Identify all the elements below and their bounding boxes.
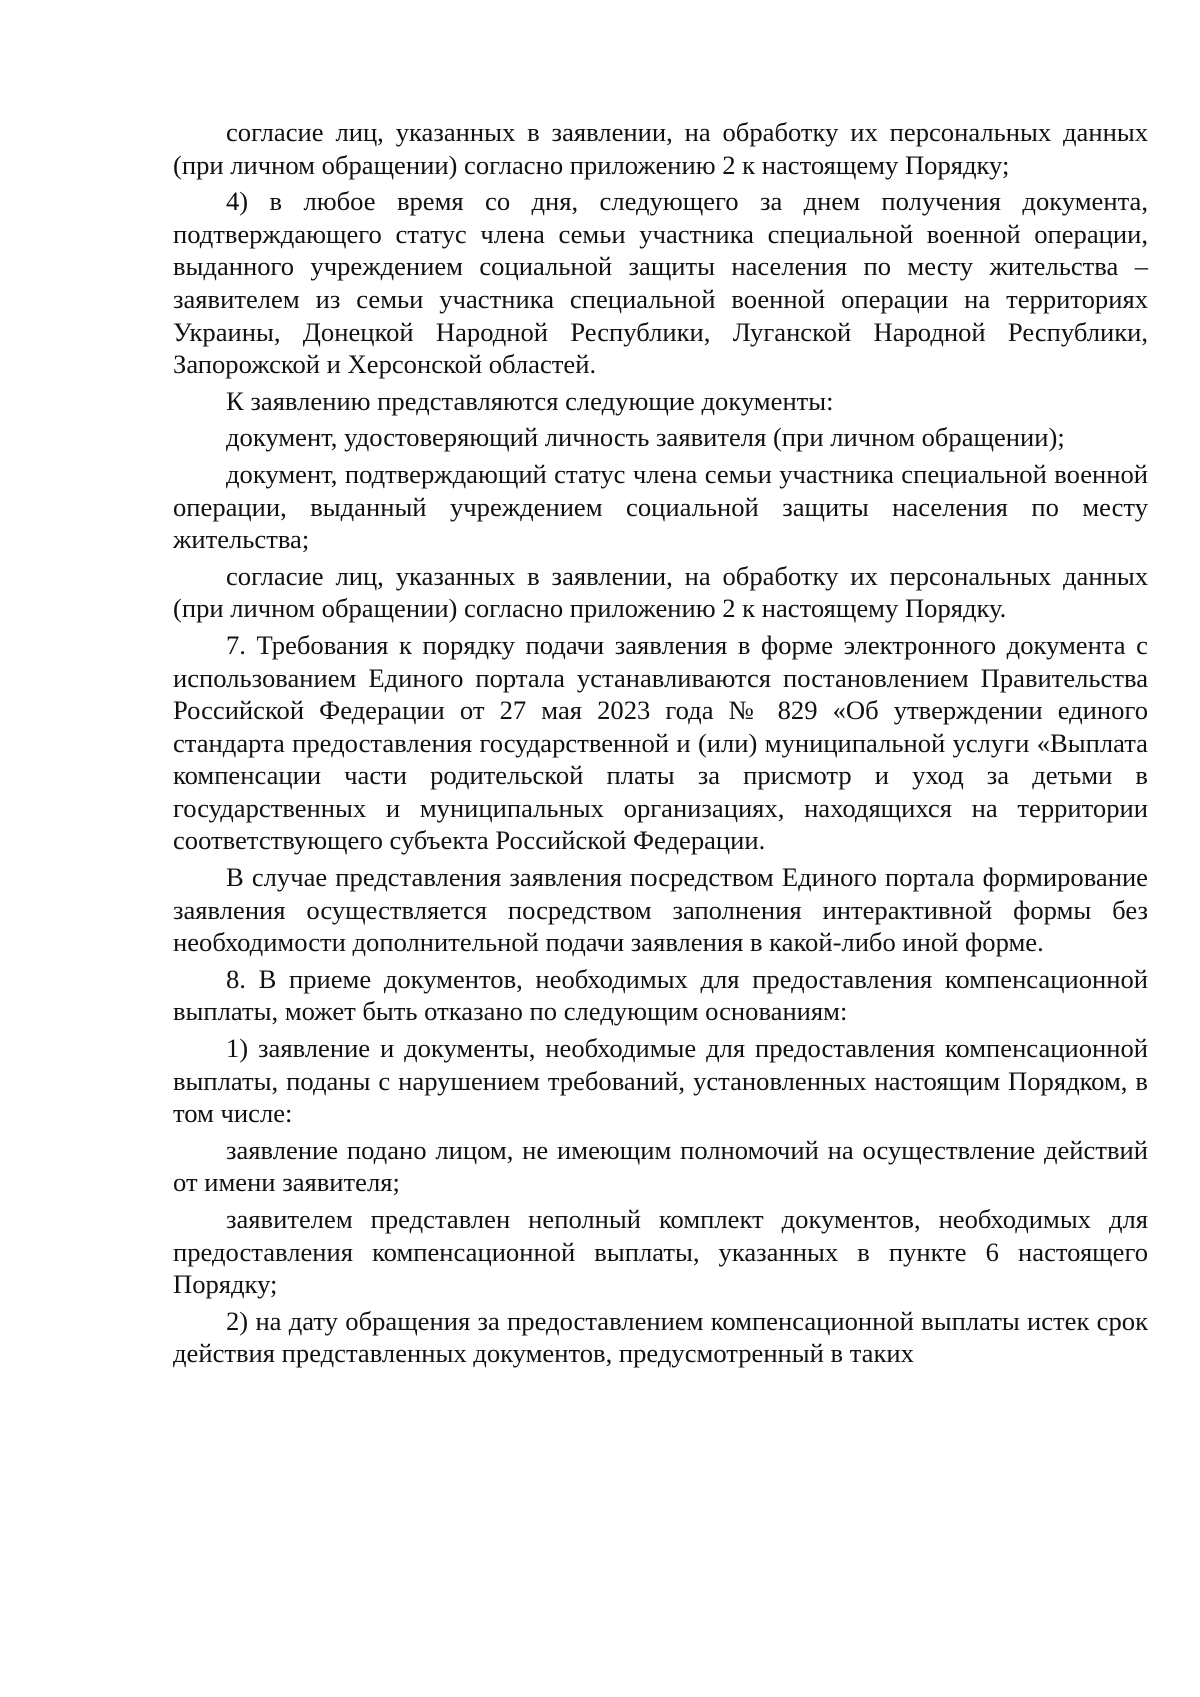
document-body [173,116,1148,1374]
paragraph-section-8: 8. В приеме документов, необходимых для предоставления компенсационной выплаты, может быть отказано по следующим основаниям: [173,963,1148,1027]
paragraph-section-7: 7. Требования к порядку подачи заявления в форме электронного документа с использованием Единого портала устанавливаются постановлением Правительства Российской Федерации от 27 мая 2023 года № 829 «Об утверждении единого стандарта предоставления государственной и (или) муниципальной услуги «Выплата компенсации части родительской платы за присмотр и уход за детьми в государственных и муниципальных организациях, находящихся на территории соответствующего субъекта Российской Федерации. [173,629,1148,856]
paragraph-item-4: 4) в любое время со дня, следующего за днем получения документа, подтверждающего статус члена семьи участника специальной военной операции, выданного учреждением социальной защиты населения по месту жительства – заявителем из семьи участника специальной военной операции на территориях Украины, Донецкой Народной Республики, Луганской Народной Республики, Запорожской и Херсонской областей. [173,186,1148,380]
paragraph-incomplete-set: заявителем представлен неполный комплект документов, необходимых для предоставления компенсационной выплаты, указанных в пункте 6 настоящего Порядку; [173,1204,1148,1300]
paragraph-consent-1: согласие лиц, указанных в заявлении, на обработку их персональных данных (при личном обращении) согласно приложению 2 к настоящему Порядку; [173,117,1148,180]
paragraph-portal-form: В случае представления заявления посредством Единого портала формирование заявления осуществляется посредством заполнения интерактивной формы без необходимости дополнительной подачи заявления в какой-либо иной форме. [173,862,1148,958]
paragraph-documents-intro: К заявлению представляются следующие документы: [226,385,834,416]
paragraph-refusal-2: 2) на дату обращения за предоставлением компенсационной выплаты истек срок действия представленных документов, предусмотренный в таких [173,1305,1148,1369]
paragraph-refusal-1: 1) заявление и документы, необходимые для предоставления компенсационной выплаты, поданы с нарушением требований, установленных настоящим Порядком, в том числе: [173,1033,1148,1129]
paragraph-no-authority: заявление подано лицом, не имеющим полномочий на осуществление действий от имени заявителя; [173,1134,1148,1198]
paragraph-identity-document: документ, удостоверяющий личность заявителя (при личном обращении); [226,422,1065,453]
paragraph-consent-2: согласие лиц, указанных в заявлении, на обработку их персональных данных (при личном обращении) согласно приложению 2 к настоящему Порядку. [173,560,1148,624]
paragraph-status-document: документ, подтверждающий статус члена семьи участника специальной военной операции, выданный учреждением социальной защиты населения по месту жительства; [173,458,1148,555]
